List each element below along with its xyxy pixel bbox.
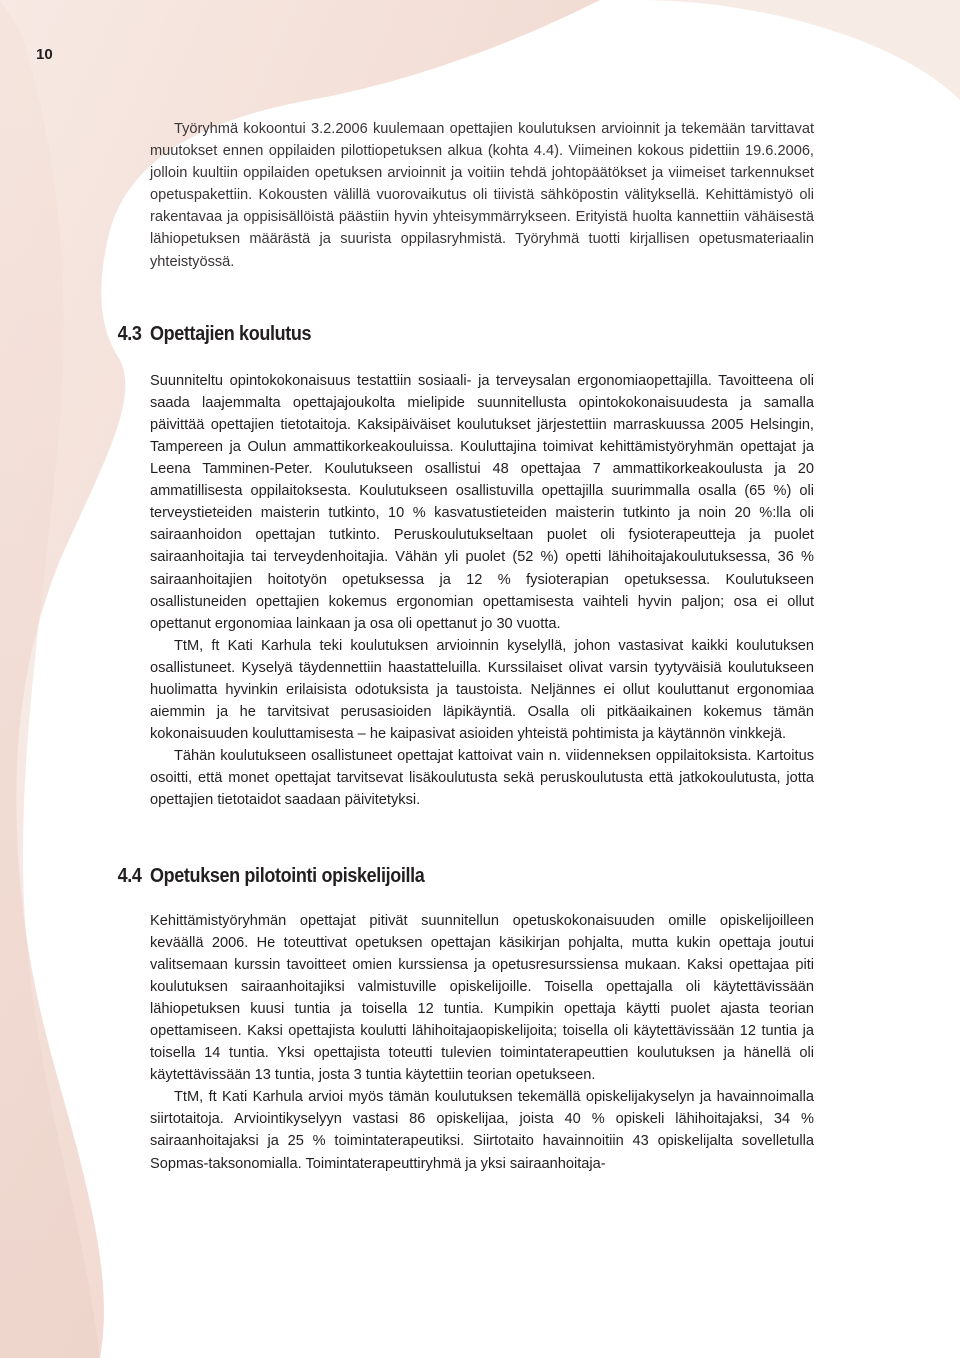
body-paragraph: Suunniteltu opintokokonaisuus testattiin sosiaali- ja terveysalan ergonomiaopettajilla. Tavoitteena oli saada laajemmalta opettajajoukolta mielipide suunnitellusta opintokokonaisuudesta ja samalla päivittää opettajien tietotaitoja. Kaksipäiväiset koulutukset järjestettiin marraskuussa 2005 Helsingin, Tampereen ja Oulun ammattikorkeakouluissa. Kouluttajina toimivat kehittämistyöryhmän opettajat ja Leena Tamminen-Peter. Koulutukseen osallistui 48 opettajaa 7 ammattikorkeakoulusta ja 20 ammatillisesta oppilaitoksesta. Koulutukseen osallistuvilla opettajilla suurimmalla osalla (65 %) oli terveystieteiden maisterin tutkinto, 10 % kasvatustieteiden maisterin tutkinto ja noin 20 %:lla oli sairaanhoidon opettajan tutkinto. Peruskoulutukseltaan puolet oli fysioterapeutteja ja puolet sairaanhoitajia tai terveydenhoitajia. Vähän yli puolet (52 %) opetti lähihoitajakoulutuksessa, 36 % sairaanhoitajien hoitotyön opetuksessa ja 12 % fysioterapian opetuksessa. Koulutukseen osallistuneiden opettajien kokemus ergonomian opettamisesta vaihteli hyvin paljon; osa ei ollut opettanut ergonomiaa lainkaan ja osa oli opettanut jo 30 vuotta. (150, 372, 814, 632)
section-number: 4.4 (117, 864, 142, 887)
section-heading-4-4 (117, 864, 748, 888)
section-4-3-body (150, 370, 814, 812)
intro-paragraph: Työryhmä kokoontui 3.2.2006 kuulemaan opettajien koulutuksen arvioinnit ja tekemään tarvittavat muutokset ennen oppilaiden pilottiopetuksen alkua (kohta 4.4). Viimeinen kokous pidettiin 19.6.2006, jolloin kuultiin oppilaiden opetuksen arvioinnit ja voitiin tehdä johtopäätökset ja viimeiset tarkennukset opetuspakettiin. Kokousten välillä vuorovaikutus oli tiivistä sähköpostin välityksellä. Kehittämistyö oli rakentavaa ja oppisisällöistä päästiin hyvin yhteisymmärrykseen. Erityistä huolta kannettiin vähäisestä lähiopetuksen määrästä ja suurista oppilasryhmistä. Työryhmä tuotti kirjallisen opetusmateriaalin yhteistyössä. (150, 121, 814, 270)
page-content (117, 118, 814, 1175)
body-paragraph: TtM, ft Kati Karhula arvioi myös tämän koulutuksen tekemällä opiskelijakyselyn ja havainnoimalla siirtotaitoja. Arviointikyselyyn vastasi 86 opiskelijaa, joista 40 % opiskeli lähihoitajaksi, 34 % sairaanhoitajaksi ja 25 % toimintaterapeutiksi. Siirtotaito havainnoitiin 43 opiskelijalta sovelletulla Sopmas-taksonomialla. Toimintaterapeuttiryhmä ja yksi sairaanhoitaja- (150, 1089, 814, 1172)
section-4-4-body (150, 910, 814, 1175)
body-paragraph: Tähän koulutukseen osallistuneet opettajat kattoivat vain n. viidenneksen oppilaitoksista. Kartoitus osoitti, että monet opettajat tarvitsevat lisäkoulutusta sekä peruskoulutusta että jatkokoulutusta, jotta opettajien tietotaidot saadaan päivitetyksi. (150, 748, 814, 809)
section-title: Opetuksen pilotointi opiskelijoilla (150, 864, 425, 887)
body-paragraph: Kehittämistyöryhmän opettajat pitivät suunnitellun opetuskokonaisuuden omille opiskelijoilleen keväällä 2006. He toteuttivat opetuksen opettajan käsikirjan pohjalta, mutta kukin opettaja joutui valitsemaan kurssin tavoitteet omien kurssiensa ja opetusresurssiensa mukaan. Kaksi opettajaa piti koulutuksen sairaanhoitajiksi valmistuville opiskelijoille. Toisella opettajalla oli käytettävissään lähiopetuksen kuusi tuntia ja toisella 12 tuntia. Kumpikin opettaja käytti puolet ajasta teorian opettamiseen. Kaksi opettajista koulutti lähihoitajaopiskelijoita; toisella oli käytettävissään 12 tuntia ja toisella 14 tuntia. Yksi opettajista toteutti tulevien toimintaterapeuttien koulutuksen ja hänellä oli käytettävissään 13 tuntia, josta 3 tuntia käytettiin teorian opetukseen. (150, 912, 814, 1084)
section-heading-4-3 (117, 322, 748, 346)
page-number: 10 (36, 46, 53, 63)
body-paragraph: TtM, ft Kati Karhula teki koulutuksen arvioinnin kyselyllä, johon vastasivat kaikki koulutuksen osallistuneet. Kyselyä täydennettiin haastatteluilla. Kurssilaiset olivat varsin tyytyväisiä koulutukseen huolimatta hyvinkin erilaisista odotuksista ja taustoista. Neljännes ei ollut kouluttanut ergonomiaa aiemmin ja he tarvitsivat perusasioiden läpikäyntiä. Osalla oli pitkäaikainen kokemus tämän kokonaisuuden kouluttamisesta – he kaipasivat asioiden yhteistä pohtimista ja käytännön vinkkejä. (150, 637, 814, 743)
intro-section (150, 118, 814, 273)
section-number: 4.3 (117, 322, 142, 345)
section-title: Opettajien koulutus (150, 322, 312, 345)
